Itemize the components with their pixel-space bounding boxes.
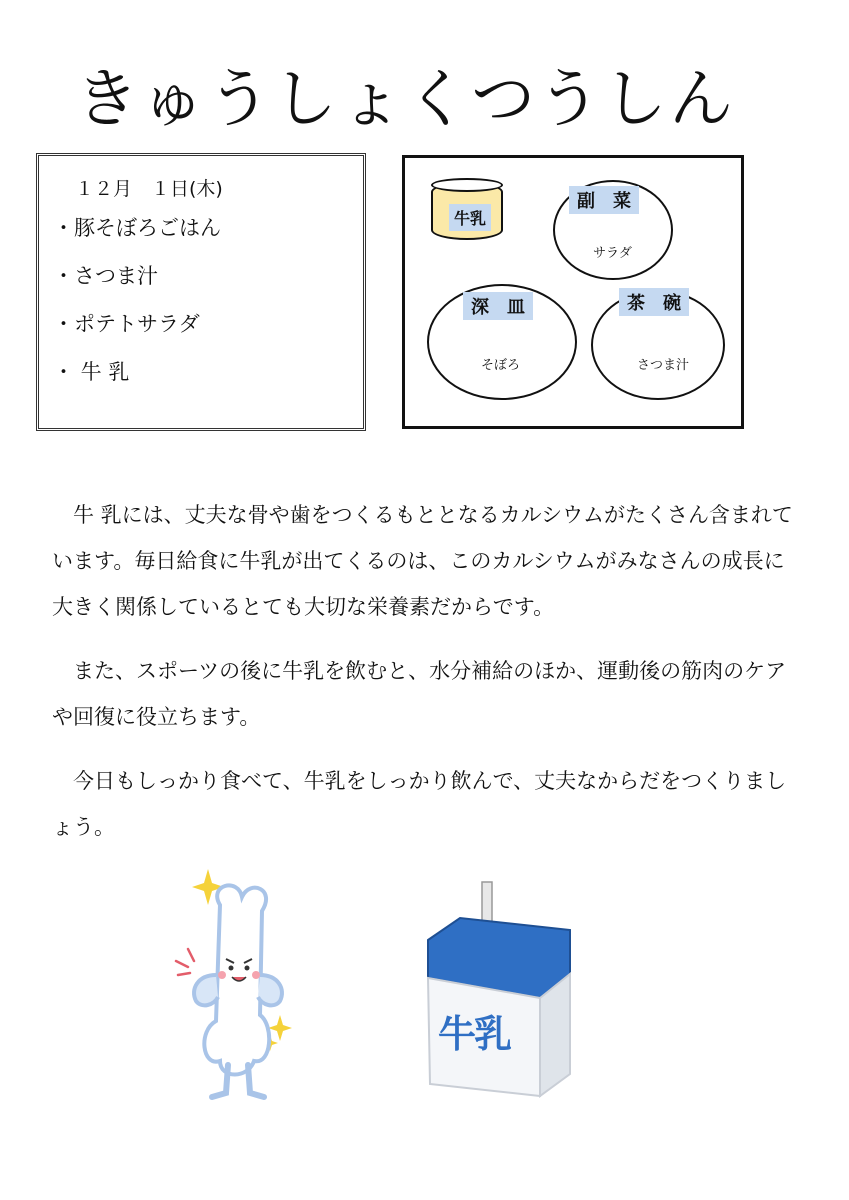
bone-character-illustration bbox=[168, 865, 298, 1110]
right-eye bbox=[245, 966, 250, 971]
right-leg bbox=[248, 1065, 264, 1097]
carton-label: 牛乳 bbox=[438, 1012, 511, 1056]
sparkle-icon bbox=[268, 1015, 292, 1041]
motion-lines bbox=[176, 949, 194, 975]
left-cheek bbox=[218, 971, 226, 979]
left-arm bbox=[194, 975, 218, 1005]
newsletter-title: きゅうしょくつうしん bbox=[75, 63, 735, 137]
paragraph-2: また、スポーツの後に牛乳を飲むと、水分補給のほか、運動後の筋肉のケアや回復に役立ちます。 bbox=[52, 659, 787, 729]
menu-box bbox=[36, 153, 366, 431]
meal-tray-diagram bbox=[402, 155, 744, 429]
side-dish-food: サラダ bbox=[593, 246, 632, 261]
deep-plate-food: そぼろ bbox=[481, 358, 521, 373]
cup-label: 牛乳 bbox=[449, 204, 491, 231]
milk-carton-illustration bbox=[420, 878, 585, 1103]
right-cheek bbox=[252, 971, 260, 979]
menu-item-text: ・さつま汁 bbox=[53, 264, 158, 288]
paragraph-3: 今日もしっかり食べて、牛乳をしっかり飲んで、丈夫なからだをつくりましょう。 bbox=[52, 769, 787, 839]
menu-item-text: ・ 牛 乳 bbox=[53, 360, 130, 384]
left-eye bbox=[229, 966, 234, 971]
bowl-label: 茶 碗 bbox=[619, 288, 689, 316]
milk-carton-drawing bbox=[420, 878, 585, 1103]
paragraph-1: 牛 乳には、丈夫な骨や歯をつくるもととなるカルシウムがたくさん含まれています。毎日給食に牛乳が出てくるのは、このカルシウムがみなさんの成長に大きく関係しているとても大切な栄養素だからです。 bbox=[52, 503, 793, 619]
article-body bbox=[52, 492, 802, 868]
deep-plate-label: 深 皿 bbox=[463, 292, 533, 320]
menu-item-text: ・ポテトサラダ bbox=[53, 312, 200, 336]
straw bbox=[482, 882, 492, 924]
left-leg bbox=[212, 1065, 228, 1097]
bowl-food: さつま汁 bbox=[637, 358, 690, 373]
side-dish-label: 副 菜 bbox=[569, 186, 639, 214]
right-arm bbox=[258, 975, 282, 1005]
menu-item-text: ・豚そぼろごはん bbox=[53, 216, 221, 240]
menu-date: １２月 １日(木) bbox=[75, 178, 223, 200]
